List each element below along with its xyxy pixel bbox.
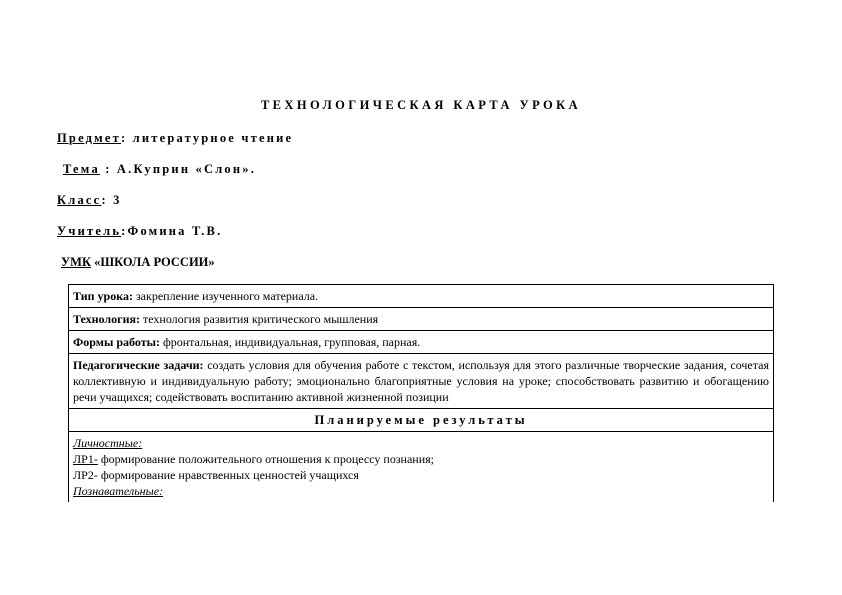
lesson-plan-table bbox=[68, 284, 774, 502]
lr1-line bbox=[73, 451, 769, 467]
cognitive-heading: Познавательные: bbox=[73, 484, 164, 498]
grade-value: : 3 bbox=[101, 193, 122, 207]
table-row bbox=[69, 331, 774, 354]
theme-line bbox=[63, 162, 256, 177]
technology-label: Технология: bbox=[73, 312, 140, 326]
work-forms-cell bbox=[69, 331, 774, 354]
table-row bbox=[69, 285, 774, 308]
table-row bbox=[69, 409, 774, 432]
lesson-type-cell bbox=[69, 285, 774, 308]
subject-label: Предмет bbox=[57, 131, 121, 145]
technology-value: технология развития критического мышления bbox=[139, 312, 379, 326]
theme-value: : А.Куприн «Слон». bbox=[99, 162, 257, 176]
teacher-label: Учитель bbox=[57, 224, 122, 238]
lr1-text: формирование положительного отношения к процессу познания; bbox=[97, 452, 435, 466]
tasks-value: создать условия для обучения работе с текстом, используя для этого различные творческие задания, сочетая коллективную и индивидуальную работу; эмоционально благоприятные условия на уроке; способствовать развитию и обогащению речи учащихся; содействовать воспитанию активной жизненной позиции bbox=[73, 358, 769, 404]
umk-label: УМК bbox=[61, 255, 92, 269]
umk-value: «ШКОЛА РОССИИ» bbox=[91, 255, 215, 269]
table-row bbox=[69, 354, 774, 409]
lesson-type-label: Тип урока: bbox=[73, 289, 133, 303]
tasks-cell bbox=[69, 354, 774, 409]
grade-label: Класс bbox=[57, 193, 102, 207]
subject-value: : литературное чтение bbox=[120, 131, 294, 145]
page-title: ТЕХНОЛОГИЧЕСКАЯ КАРТА УРОКА bbox=[260, 98, 582, 112]
umk-line bbox=[61, 255, 215, 270]
technology-cell bbox=[69, 308, 774, 331]
lesson-type-value: закрепление изученного материала. bbox=[132, 289, 319, 303]
theme-label: Тема bbox=[63, 162, 100, 176]
teacher-value: :Фомина Т.В. bbox=[121, 224, 223, 238]
subject-line bbox=[57, 131, 293, 146]
lr1-code: ЛР1- bbox=[73, 452, 98, 466]
teacher-line bbox=[57, 224, 222, 239]
work-forms-value: фронтальная, индивидуальная, групповая, парная. bbox=[159, 335, 421, 349]
lr2-code: ЛР2- bbox=[73, 468, 98, 482]
work-forms-label: Формы работы: bbox=[73, 335, 160, 349]
lr2-line bbox=[73, 467, 769, 483]
personal-heading: Личностные: bbox=[73, 436, 143, 450]
grade-line bbox=[57, 193, 122, 208]
tasks-label: Педагогические задачи: bbox=[73, 358, 204, 372]
table-row bbox=[69, 308, 774, 331]
lr2-text: формирование нравственных ценностей учащихся bbox=[97, 468, 359, 482]
table-row bbox=[69, 432, 774, 503]
results-header: Планируемые результаты bbox=[69, 409, 774, 432]
results-cell bbox=[69, 432, 774, 503]
